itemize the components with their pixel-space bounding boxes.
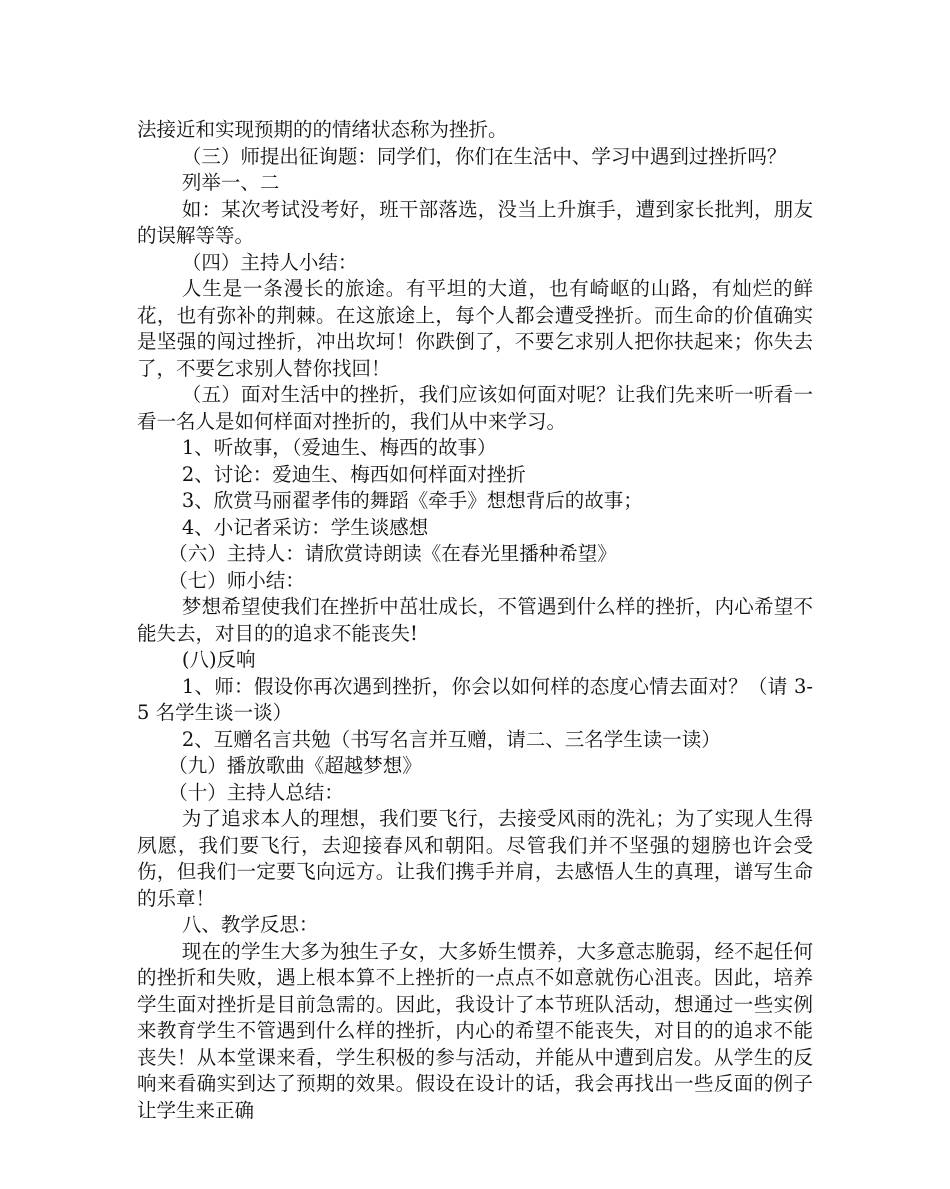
paragraph: 2、讨论：爱迪生、梅西如何样面对挫折 [181,462,526,486]
paragraph: 梦想希望使我们在挫折中茁壮成长，不管遇到什么样的挫折，内心希望不能失去，对目的的追求不能丧失! [137,595,813,645]
paragraph: （五）面对生活中的挫折，我们应该如何面对呢？让我们先来听一听看一看一名人是如何样面对挫折的，我们从中来学习。 [137,383,813,433]
paragraph: （七）师小结： [168,568,305,592]
paragraph: （十）主持人总结： [168,780,344,804]
paragraph: 列举一、二 [181,171,280,194]
paragraph: 现在的学生大多为独生子女，大多娇生惯养，大多意志脆弱，经不起任何的挫折和失败，遇上根本算不上挫折的一点点不如意就伤心沮丧。因此，培养学生面对挫折是目前急需的。因此，我设计了本节班队活动，想通过一些实例来教育学生不管遇到什么样的挫折，内心的希望不能丧失，对目的的追求不能丧失！从本堂课来看，学生积极的参与活动，并能从中遭到启发。从学生的反响来看确实到达了预期的效果。假设在设计的话，我会再找出一些反面的例子让学生来正确 [137,939,813,1122]
paragraph: （九）播放歌曲《超越梦想》 [168,754,422,777]
paragraph: 如：某次考试没考好，班干部落选，没当上升旗手，遭到家长批判，朋友的误解等等。 [137,197,813,247]
paragraph: 2、互赠名言共勉（书写名言并互赠，请二、三名学生读一读） [181,727,721,751]
paragraph: 法接近和实现预期的的情绪状态称为挫折。 [137,118,508,141]
paragraph: 3、欣赏马丽翟孝伟的舞蹈《牵手》想想背后的故事； [181,489,643,512]
paragraph: 人生是一条漫长的旅途。有平坦的大道，也有崎岖的山路，有灿烂的鲜花，也有弥补的荆棘。在这旅途上，每个人都会遭受挫折。而生命的价值确实是坚强的闯过挫折，冲出坎坷！你跌倒了，不要乞求别人把你扶起来；你失去了，不要乞求别人替你找回！ [137,277,813,380]
paragraph: 1、师：假设你再次遇到挫折，你会以如何样的态度心情去面对？（请 3-5 名学生谈一谈） [137,674,813,724]
paragraph: （四）主持人小结： [181,250,358,274]
paragraph: （六）主持人：请欣赏诗朗读《在春光里播种希望》 [168,542,617,565]
paragraph: (八)反响 [181,648,256,671]
paragraph: 八、教学反思： [181,913,319,936]
paragraph: （三）师提出征询题：同学们，你们在生活中、学习中遇到过挫折吗？ [181,144,787,168]
paragraph: 1、听故事，（爱迪生、梅西的故事） [181,436,497,459]
paragraph: 4、小记者采访：学生谈感想 [181,515,429,539]
document-body [137,117,813,1124]
paragraph: 为了追求本人的理想，我们要飞行，去接受风雨的洗礼；为了实现人生得夙愿，我们要飞行，去迎接春风和朝阳。尽管我们并不坚强的翅膀也许会受伤，但我们一定要飞向远方。让我们携手并肩，去感悟人生的真理，谱写生命的乐章！ [137,807,813,910]
